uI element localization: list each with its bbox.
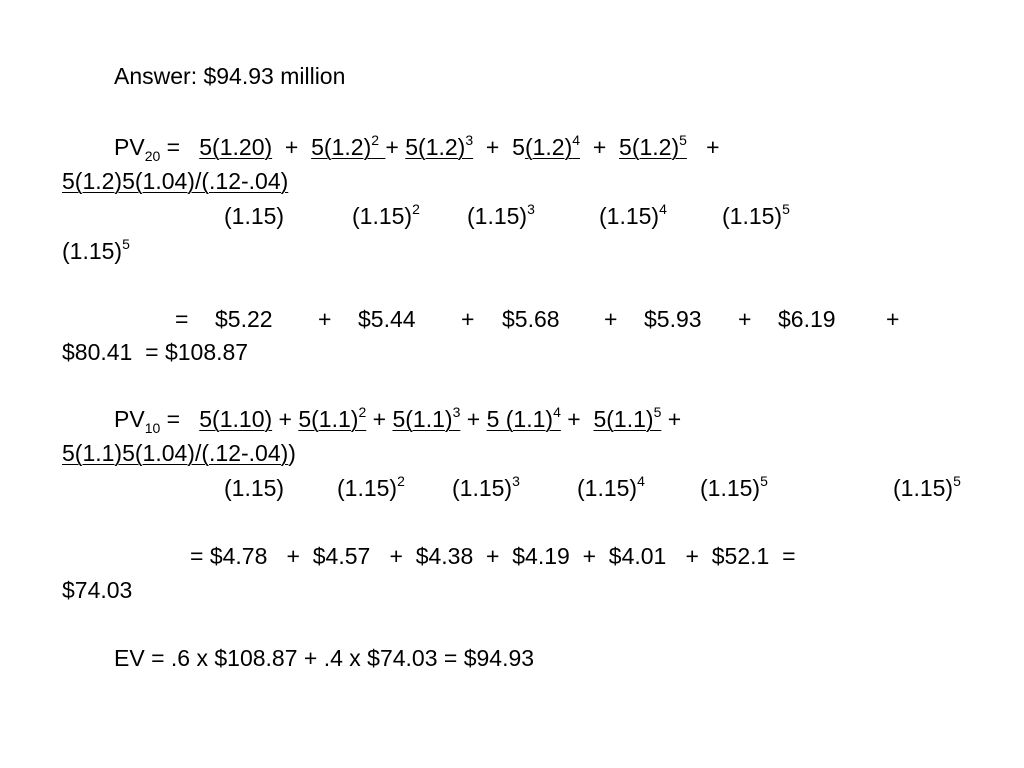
pv20-denominator-6: $(1.15)^5$ bbox=[62, 236, 130, 264]
pv10-total: $74.03 bbox=[62, 577, 133, 603]
pv10-term-2: $5(1.1)^2$ bbox=[298, 404, 367, 432]
pv20-term-6: 5(1.2)5(1.04)/(.12-.04) bbox=[62, 168, 289, 194]
pv20-numerator-line: $PV_{20}$ = $5(1.20) + 5(1.2)^2 + 5(1.2)^3 + 5(1.2)^4 + 5(1.2)^5$ + bbox=[114, 132, 720, 164]
pv20-denominator-3: $(1.15)^3$ bbox=[467, 201, 535, 229]
pv10-denominator-3: $(1.15)^3$ bbox=[452, 473, 520, 501]
pv10-equals: = bbox=[166, 406, 181, 432]
pv10-term-6: 5(1.1)5(1.04)/(.12-.04)) bbox=[62, 440, 296, 466]
pv20-term-5: $5(1.2)^5$ bbox=[619, 132, 687, 160]
pv10-term-5: $5(1.1)^5$ bbox=[593, 404, 662, 432]
pv20-denominator-1: (1.15) bbox=[224, 203, 285, 229]
pv20-value-2: $5.44 bbox=[358, 306, 416, 332]
pv20-term-4: $5(1.2)^4$ bbox=[512, 132, 581, 160]
pv10-label: PV bbox=[114, 406, 145, 432]
pv20-result-equals: = bbox=[175, 306, 189, 332]
pv10-term-1: 5(1.10) bbox=[199, 406, 273, 432]
pv20-value-3: $5.68 bbox=[502, 306, 560, 332]
pv20-subscript: 20 bbox=[144, 148, 161, 164]
pv10-denominator-4: $(1.15)^4$ bbox=[577, 473, 645, 501]
pv20-denominator-4: $(1.15)^4$ bbox=[599, 201, 667, 229]
pv20-value-4: $5.93 bbox=[644, 306, 702, 332]
pv10-result-line: = $4.78 + $4.57 + $4.38 + $4.19 + $4.01 + $52.1 = bbox=[190, 543, 796, 569]
pv10-denominator-6: $(1.15)^5$ bbox=[893, 473, 961, 501]
pv20-total-line bbox=[62, 341, 248, 364]
pv20-value-1: $5.22 bbox=[215, 306, 273, 332]
pv10-numerator-line: $PV_{10}$ = $5(1.10) + 5(1.1)^2 + 5(1.1)^3 + 5$ $(1.1)^4 + 5(1.1)^5$ + bbox=[114, 404, 682, 436]
answer-line: Answer: $94.93 million bbox=[114, 63, 346, 89]
pv20-value-6: $80.41 bbox=[62, 339, 133, 365]
pv20-term-3: $5(1.2)^3$ bbox=[405, 132, 474, 160]
pv20-label: PV bbox=[114, 134, 145, 160]
pv10-denominator-1: (1.15) bbox=[224, 475, 285, 501]
pv20-denominator-5: $(1.15)^5$ bbox=[722, 201, 790, 229]
pv20-value-5: $6.19 bbox=[778, 306, 836, 332]
pv20-total: = $108.87 bbox=[145, 339, 249, 365]
pv10-subscript: 10 bbox=[144, 420, 161, 436]
pv20-term-2: $5(1.2)^2$ bbox=[311, 132, 380, 160]
pv10-denominator-2: $(1.15)^2$ bbox=[337, 473, 405, 501]
pv10-term-3: $5(1.1)^3$ bbox=[392, 404, 461, 432]
pv10-denominator-5: $(1.15)^5$ bbox=[700, 473, 768, 501]
pv20-term-1: 5(1.20) bbox=[199, 134, 273, 160]
pv20-equals: = bbox=[166, 134, 181, 160]
pv10-term-4: 5 $(1.1)^4$ bbox=[486, 404, 561, 432]
ev-line: EV = .6 x $108.87 + .4 x $74.03 = $94.93 bbox=[114, 645, 535, 671]
pv20-denominator-2: $(1.15)^2$ bbox=[352, 201, 420, 229]
